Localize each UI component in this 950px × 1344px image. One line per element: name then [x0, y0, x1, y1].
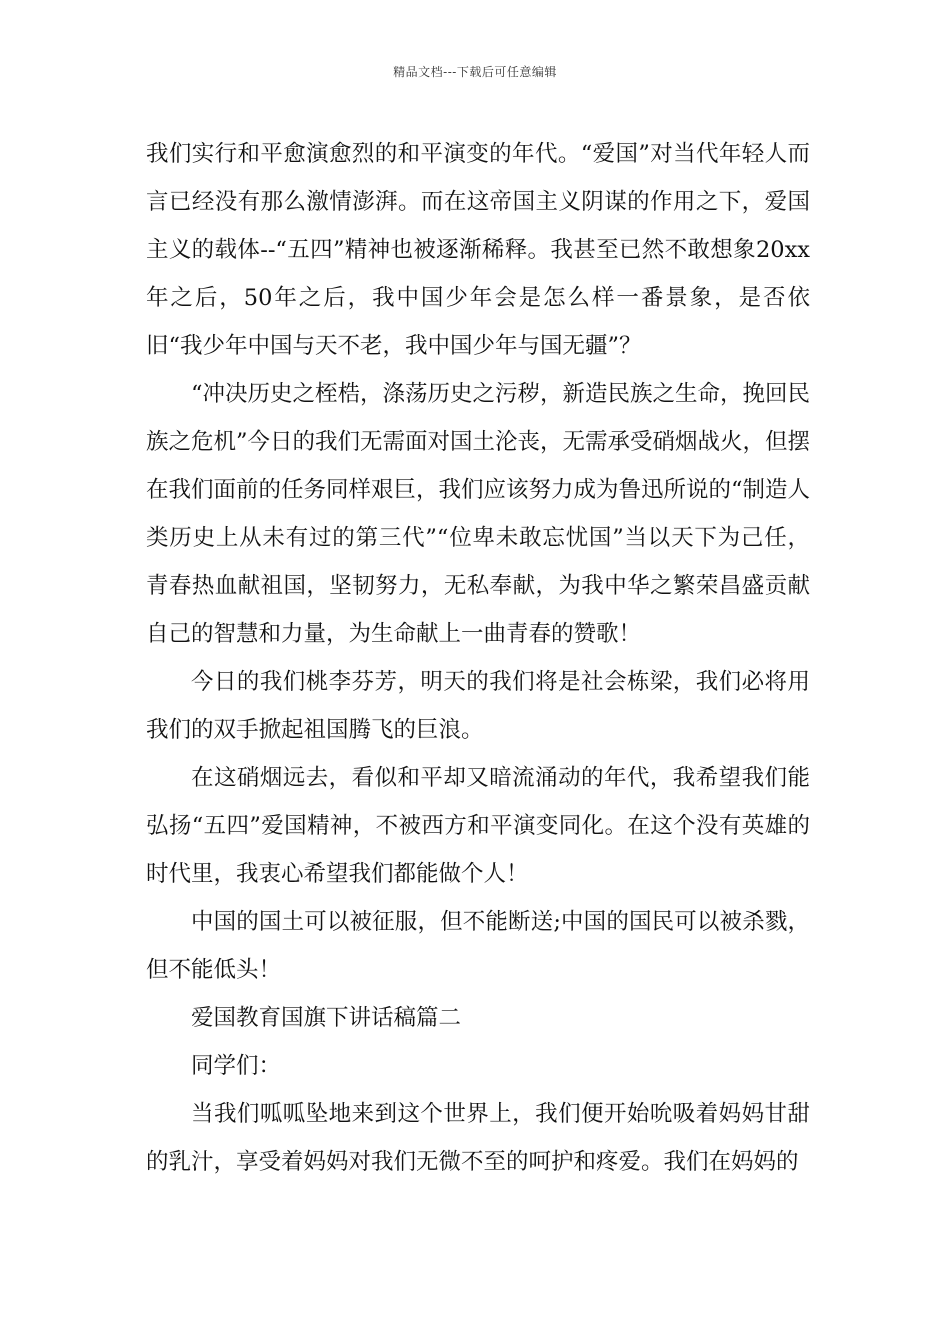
- section-title: 爱国教育国旗下讲话稿篇二: [191, 1005, 462, 1031]
- paragraph-6: 当我们呱呱坠地来到这个世界上，我们便开始吮吸着妈妈甘甜的乳汁，享受着妈妈对我们无微不至的呵护和疼爱。我们在妈妈的: [146, 1101, 810, 1175]
- paragraph-4: 在这硝烟远去，看似和平却又暗流涌动的年代，我希望我们能弘扬“五四”爱国精神，不被西方和平演变同化。在这个没有英雄的时代里，我衷心希望我们都能做个人！: [146, 765, 810, 887]
- paragraph-1: 我们实行和平愈演愈烈的和平演变的年代。“爱国”对当代年轻人而言已经没有那么激情澎湃。而在这帝国主义阴谋的作用之下，爱国主义的载体--“五四”精神也被逐渐稀释。我甚至已然不敢想象20xx年之后，50年之后，我中国少年会是怎么样一番景象，是否依旧“我少年中国与天不老，我中国少年与国无疆”？: [146, 141, 810, 359]
- paragraph-3: 今日的我们桃李芬芳，明天的我们将是社会栋梁，我们必将用我们的双手掀起祖国腾飞的巨浪。: [146, 669, 810, 743]
- salutation: 同学们：: [191, 1053, 282, 1079]
- page-header: 精品文档---下载后可任意编辑: [393, 65, 557, 79]
- paragraph-5: 中国的国土可以被征服，但不能断送;中国的国民可以被杀戮，但不能低头！: [146, 909, 810, 983]
- document-body: [146, 130, 810, 1186]
- paragraph-2: “冲决历史之桎梏，涤荡历史之污秽，新造民族之生命，挽回民族之危机”今日的我们无需面对国土沦丧，无需承受硝烟战火，但摆在我们面前的任务同样艰巨，我们应该努力成为鲁迅所说的“制造人类历史上从未有过的第三代”“位卑未敢忘忧国”当以天下为己任，青春热血献祖国，坚韧努力，无私奉献，为我中华之繁荣昌盛贡献自己的智慧和力量，为生命献上一曲青春的赞歌！: [146, 381, 811, 647]
